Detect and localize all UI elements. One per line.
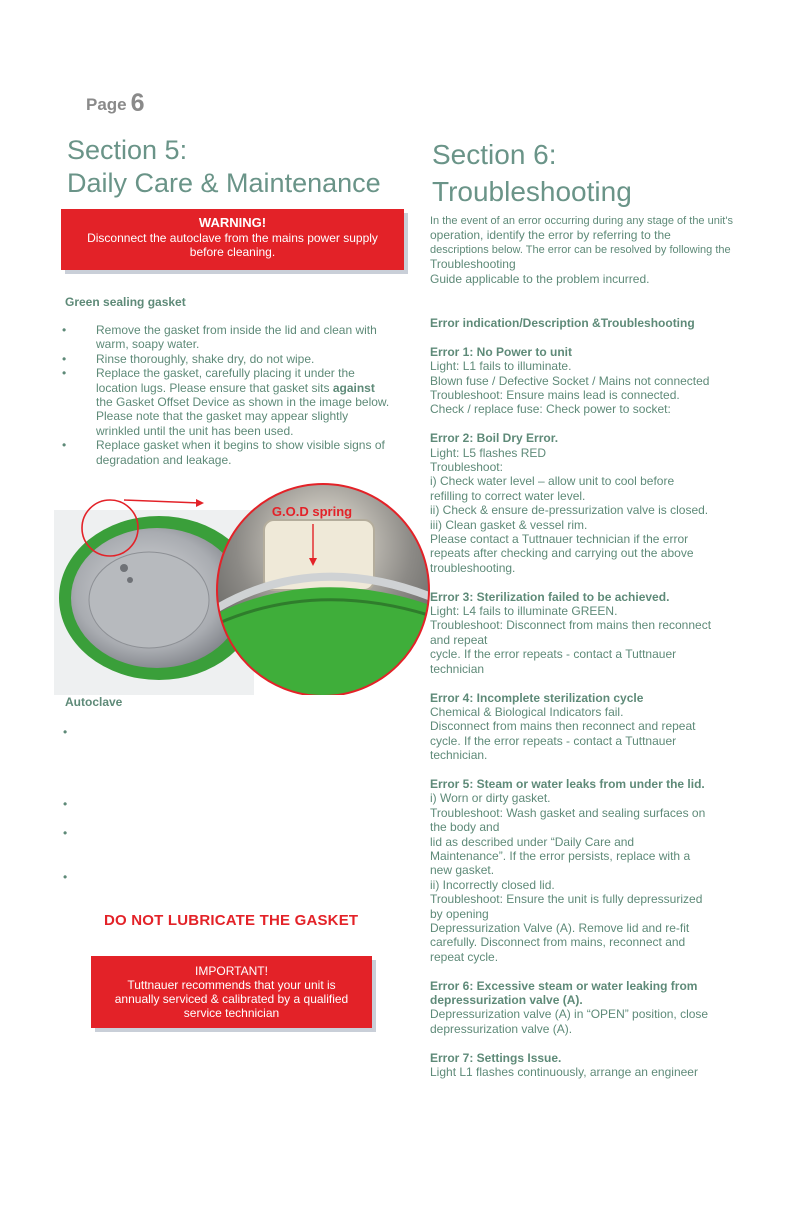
error-line: repeat cycle. <box>430 949 499 964</box>
bullet-icon: • <box>62 438 67 453</box>
autoclave-label: Autoclave <box>65 695 123 709</box>
troubleshooting-intro <box>430 214 750 286</box>
error-item <box>430 777 750 964</box>
error-line: by opening <box>430 906 489 921</box>
error-line: lid as described under “Daily Care and <box>430 834 635 849</box>
error-line: Troubleshoot: Disconnect from mains then reconnect <box>430 618 712 633</box>
gasket-label: Green sealing gasket <box>65 295 186 309</box>
empty-bullet-icon: • <box>63 826 68 840</box>
empty-bullet-icon: • <box>63 870 68 884</box>
list-item <box>62 323 392 352</box>
error-line: iii) Clean gasket & vessel rim. <box>430 517 588 532</box>
important-box <box>91 956 372 1028</box>
empty-bullet-icon: • <box>63 797 68 811</box>
error-line: repeats after checking and carrying out the above <box>430 546 694 561</box>
gasket-illustration <box>54 480 450 695</box>
error-line: i) Check water level – allow unit to cool before <box>430 474 675 489</box>
section6-title <box>432 136 632 210</box>
warning-title: WARNING! <box>198 215 267 230</box>
error-title: Error 5: Steam or water leaks from under the lid. <box>430 776 705 791</box>
error-line: ii) Check & ensure de-pressurization valve is closed. <box>430 503 709 518</box>
error-line: cycle. If the error repeats - contact a Tuttnauer <box>430 733 677 748</box>
error-line: Light L1 flashes continuously, arrange an engineer <box>430 1065 698 1080</box>
error-item <box>430 979 750 1037</box>
bullet-text-rest: the Gasket Offset Device as shown in the image below. Please note that the gasket may appear slightly wrinkled until the unit has been used. <box>96 395 390 438</box>
error-title: Error 1: No Power to unit <box>430 344 573 359</box>
error-item <box>430 345 750 417</box>
bullet-icon: • <box>62 323 67 337</box>
error-line: Light: L4 fails to illuminate GREEN. <box>430 604 618 619</box>
gasket-photo <box>54 480 450 695</box>
error-line: Light: L1 fails to illuminate. <box>430 359 572 374</box>
error-line: carefully. Disconnect from mains, reconnect and <box>430 935 686 950</box>
error-line: Chemical & Biological Indicators fail. <box>430 704 624 719</box>
error-item <box>430 691 750 763</box>
error-line: Blown fuse / Defective Socket / Mains not connected <box>430 373 710 388</box>
intro-line: Troubleshooting <box>430 257 516 272</box>
error-line: Maintenance”. If the error persists, replace with a <box>430 848 691 863</box>
error-line: Depressurization valve (A) in “OPEN” position, close <box>430 1007 709 1022</box>
empty-bullet-icon: • <box>63 725 68 739</box>
list-item <box>62 366 392 438</box>
intro-line: descriptions below. The error can be resolved by following the <box>430 243 731 256</box>
god-spring-callout: G.O.D spring <box>271 504 353 519</box>
bullet-bold-text: against <box>332 380 375 395</box>
gasket-bullet-list <box>62 323 392 467</box>
intro-line: In the event of an error occurring during any stage of the unit's <box>430 215 733 227</box>
section6-title-line2: Troubleshooting <box>432 176 632 207</box>
important-title: IMPORTANT! <box>195 964 268 978</box>
error-line: troubleshooting. <box>430 560 516 575</box>
page-number-value: 6 <box>130 89 145 117</box>
error-item <box>430 590 750 676</box>
section5-title <box>67 134 381 200</box>
error-line: Troubleshoot: Ensure mains lead is connected. <box>430 388 680 403</box>
bullet-text: Remove the gasket from inside the lid and clean with warm, soapy water. <box>96 323 377 352</box>
section5-title-line1: Section 5: <box>67 135 188 165</box>
troubleshooting-heading: Error indication/Description &Troubleshooting <box>430 316 695 330</box>
error-line: Light: L5 flashes RED <box>430 445 547 460</box>
bullet-icon: • <box>62 351 67 366</box>
list-item <box>62 438 392 467</box>
error-line: ii) Incorrectly closed lid. <box>430 877 555 892</box>
error-line: Disconnect from mains then reconnect and repeat <box>430 719 696 734</box>
error-line: cycle. If the error repeats - contact a Tuttnauer <box>430 647 677 662</box>
error-line: depressurization valve (A). <box>430 1021 573 1036</box>
error-line: Troubleshoot: Ensure the unit is fully depressurized <box>430 892 703 907</box>
error-line: Depressurization Valve (A). Remove lid and re-fit <box>430 920 690 935</box>
error-line: Please contact a Tuttnauer technician if the error <box>430 532 689 547</box>
bullet-text: Replace gasket when it begins to show visible signs of degradation and leakage. <box>96 438 385 467</box>
error-title: Error 4: Incomplete sterilization cycle <box>430 690 644 705</box>
error-item <box>430 1051 750 1080</box>
warning-box <box>61 209 404 270</box>
intro-line: Guide applicable to the problem incurred. <box>430 271 650 286</box>
error-line: new gasket. <box>430 863 495 878</box>
error-line: refilling to correct water level. <box>430 488 586 503</box>
important-text: Tuttnauer recommends that your unit is annually serviced & calibrated by a qualified service technician <box>114 978 349 1020</box>
error-line: the body and <box>430 820 500 835</box>
page-number <box>86 88 145 117</box>
warning-text: Disconnect the autoclave from the mains power supply before cleaning. <box>87 231 378 259</box>
error-line: and repeat <box>430 632 488 647</box>
error-line: Troubleshoot: Wash gasket and sealing surfaces on <box>430 805 706 820</box>
intro-line: operation, identify the error by referring to the <box>430 228 671 243</box>
bullet-text: Replace the gasket, carefully placing it under the location lugs. Please ensure that gasket sits <box>96 366 355 395</box>
error-line: technician <box>430 661 485 676</box>
error-line: Troubleshoot: <box>430 460 503 475</box>
page-label-text: Page <box>86 95 127 114</box>
error-line: i) Worn or dirty gasket. <box>430 791 551 806</box>
section5-title-line2: Daily Care & Maintenance <box>67 168 381 198</box>
error-item <box>430 431 750 575</box>
error-title: Error 2: Boil Dry Error. <box>430 431 559 446</box>
error-line: Check / replace fuse: Check power to socket: <box>430 402 671 417</box>
error-title: Error 3: Sterilization failed to be achieved. <box>430 589 670 604</box>
arrow-right-icon <box>196 499 204 507</box>
section6-title-line1: Section 6: <box>432 139 557 170</box>
no-lubricate-warning: DO NOT LUBRICATE THE GASKET <box>104 912 359 929</box>
troubleshooting-list <box>430 316 750 1079</box>
bullet-text: Rinse thoroughly, shake dry, do not wipe. <box>96 351 315 366</box>
list-item <box>62 352 392 366</box>
error-title: Error 6: Excessive steam or water leaking from depressurization valve (A). <box>430 978 698 1007</box>
error-title: Error 7: Settings Issue. <box>430 1050 562 1065</box>
error-line: technician. <box>430 748 488 763</box>
bullet-icon: • <box>62 366 67 381</box>
